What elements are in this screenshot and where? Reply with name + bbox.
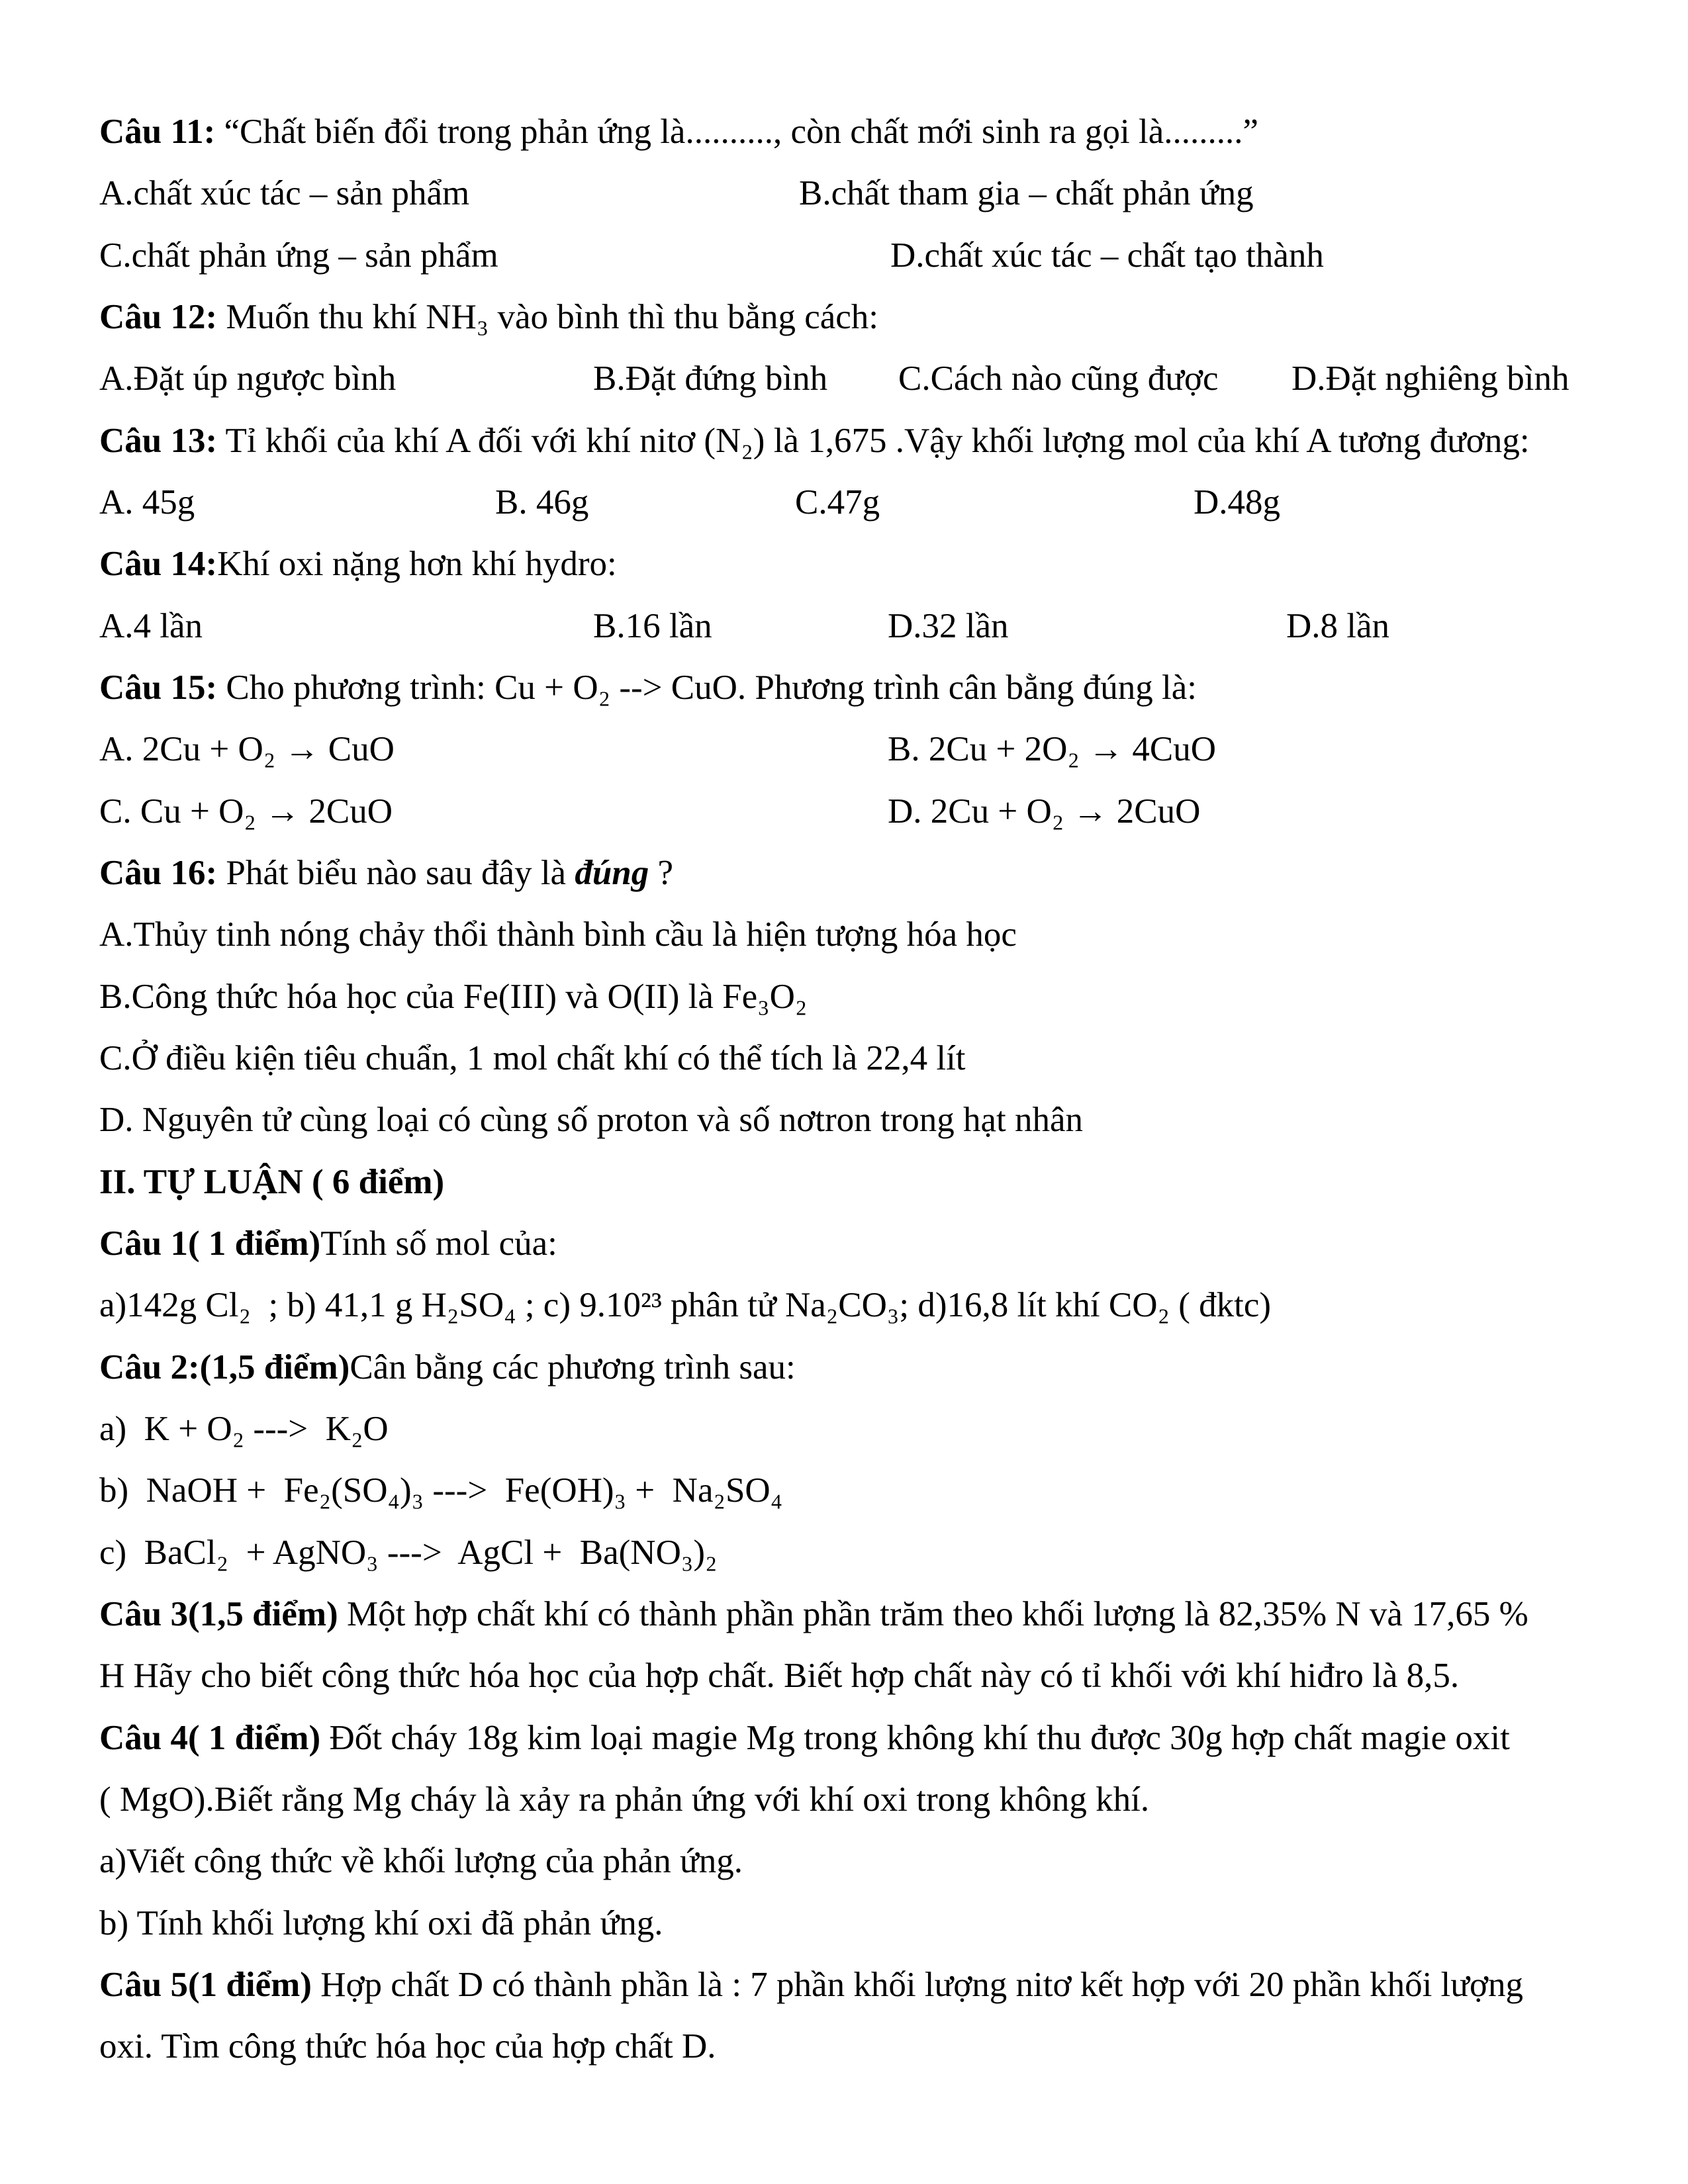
- q14-option-d: D.8 lần: [1286, 607, 1390, 645]
- q11-option-c: C.chất phản ứng – sản phẩm: [99, 236, 498, 275]
- essay-q5-label: Câu 5(1 điểm): [99, 1966, 312, 2004]
- essay-q4-label: Câu 4( 1 điểm): [99, 1719, 321, 1757]
- essay-q1-text: Tính số mol của:: [320, 1224, 557, 1263]
- q16-option-a: A.Thủy tinh nóng chảy thổi thành bình cầu là hiện tượng hóa học: [99, 915, 1017, 954]
- question-16-text-before: Phát biểu nào sau đây là: [217, 854, 575, 892]
- essay-q3-line1: Một hợp chất khí có thành phần phần trăm theo khối lượng là 82,35% N và 17,65 %: [338, 1595, 1528, 1633]
- essay-question-5: [99, 1964, 1523, 2006]
- essay-q2-label: Câu 2:(1,5 điểm): [99, 1348, 350, 1387]
- essay-q1-label: Câu 1( 1 điểm): [99, 1224, 321, 1263]
- essay-question-2: [99, 1347, 796, 1388]
- q14-option-c: D.32 lần: [888, 607, 1009, 645]
- q13-option-d: D.48g: [1194, 483, 1281, 522]
- essay-q4-item-a: a)Viết công thức về khối lượng của phản ứng.: [99, 1842, 743, 1880]
- question-16-label: Câu 16:: [99, 854, 218, 892]
- question-11: [99, 111, 1258, 153]
- q16-option-d: D. Nguyên tử cùng loại có cùng số proton và số nơtron trong hạt nhân: [99, 1101, 1084, 1139]
- q13-option-a: A. 45g: [99, 483, 195, 522]
- essay-q2-equation-c: c) BaCl₂ + AgNO₃ ---> AgCl + Ba(NO₃)₂: [99, 1533, 718, 1572]
- q15-option-a: A. 2Cu + O₂ → CuO: [99, 730, 395, 768]
- q15-option-b: B. 2Cu + 2O₂ → 4CuO: [888, 730, 1216, 768]
- q15-option-d: D. 2Cu + O₂ → 2CuO: [888, 792, 1201, 831]
- essay-q3-label: Câu 3(1,5 điểm): [99, 1595, 338, 1633]
- q16-option-b: B.Công thức hóa học của Fe(III) và O(II) là Fe₃O₂: [99, 978, 808, 1016]
- essay-q2-equation-a: a) K + O₂ ---> K₂O: [99, 1410, 389, 1448]
- q14-option-a: A.4 lần: [99, 607, 203, 645]
- essay-question-1: [99, 1223, 557, 1265]
- question-13-text: Tỉ khối của khí A đối với khí nitơ (N₂) là 1,675 .Vậy khối lượng mol của khí A tương đương:: [217, 422, 1530, 460]
- essay-q2-text: Cân bằng các phương trình sau:: [350, 1348, 796, 1387]
- q16-option-c: C.Ở điều kiện tiêu chuẩn, 1 mol chất khí có thể tích là 22,4 lít: [99, 1039, 966, 1077]
- q11-option-b: B.chất tham gia – chất phản ứng: [799, 174, 1254, 212]
- essay-q3-line2: H Hãy cho biết công thức hóa học của hợp chất. Biết hợp chất này có tỉ khối với khí hiđro là 8,5.: [99, 1657, 1460, 1695]
- q15-option-c: C. Cu + O₂ → 2CuO: [99, 792, 393, 831]
- q12-option-d: D.Đặt nghiêng bình: [1291, 359, 1570, 398]
- question-16-emphasis: đúng: [575, 854, 649, 892]
- q13-option-b: B. 46g: [495, 483, 589, 522]
- question-11-label: Câu 11:: [99, 113, 216, 151]
- q12-option-c: C.Cách nào cũng được: [898, 359, 1219, 398]
- q12-option-b: B.Đặt đứng bình: [593, 359, 828, 398]
- question-15: [99, 667, 1197, 709]
- essay-question-3: [99, 1594, 1528, 1635]
- question-12-text: Muốn thu khí NH₃ vào bình thì thu bằng cách:: [217, 298, 879, 336]
- question-11-text: “Chất biến đổi trong phản ứng là.........., còn chất mới sinh ra gọi là.........”: [215, 113, 1259, 151]
- essay-q4-item-b: b) Tính khối lượng khí oxi đã phản ứng.: [99, 1904, 663, 1942]
- question-15-label: Câu 15:: [99, 668, 218, 707]
- essay-q2-equation-b: b) NaOH + Fe₂(SO₄)₃ ---> Fe(OH)₃ + Na₂SO₄: [99, 1471, 783, 1510]
- essay-q4-line1: Đốt cháy 18g kim loại magie Mg trong không khí thu được 30g hợp chất magie oxit: [320, 1719, 1510, 1757]
- question-14-text: Khí oxi nặng hơn khí hydro:: [217, 545, 617, 583]
- essay-q5-line2: oxi. Tìm công thức hóa học của hợp chất D.: [99, 2027, 716, 2066]
- q12-option-a: A.Đặt úp ngược bình: [99, 359, 397, 398]
- question-14-label: Câu 14:: [99, 545, 218, 583]
- essay-q1-items: a)142g Cl₂ ; b) 41,1 g H₂SO₄ ; c) 9.10²³ phân tử Na₂CO₃; d)16,8 lít khí CO₂ ( đktc): [99, 1286, 1272, 1324]
- q11-option-a: A.chất xúc tác – sản phẩm: [99, 174, 470, 212]
- question-14: [99, 543, 617, 585]
- q13-option-c: C.47g: [795, 483, 880, 522]
- essay-q4-line2: ( MgO).Biết rằng Mg cháy là xảy ra phản ứng với khí oxi trong không khí.: [99, 1780, 1150, 1819]
- essay-question-4: [99, 1717, 1510, 1759]
- q14-option-b: B.16 lần: [593, 607, 712, 645]
- essay-q5-line1: Hợp chất D có thành phần là : 7 phần khối lượng nitơ kết hợp với 20 phần khối lượng: [311, 1966, 1524, 2004]
- essay-section-heading: II. TỰ LUẬN ( 6 điểm): [99, 1163, 445, 1201]
- question-12-label: Câu 12:: [99, 298, 218, 336]
- question-16: [99, 852, 673, 894]
- question-13: [99, 420, 1530, 462]
- question-15-text: Cho phương trình: Cu + O₂ --> CuO. Phương trình cân bằng đúng là:: [217, 668, 1197, 707]
- question-16-text-after: ?: [649, 854, 674, 892]
- question-12: [99, 296, 878, 338]
- question-13-label: Câu 13:: [99, 422, 218, 460]
- q11-option-d: D.chất xúc tác – chất tạo thành: [890, 236, 1324, 275]
